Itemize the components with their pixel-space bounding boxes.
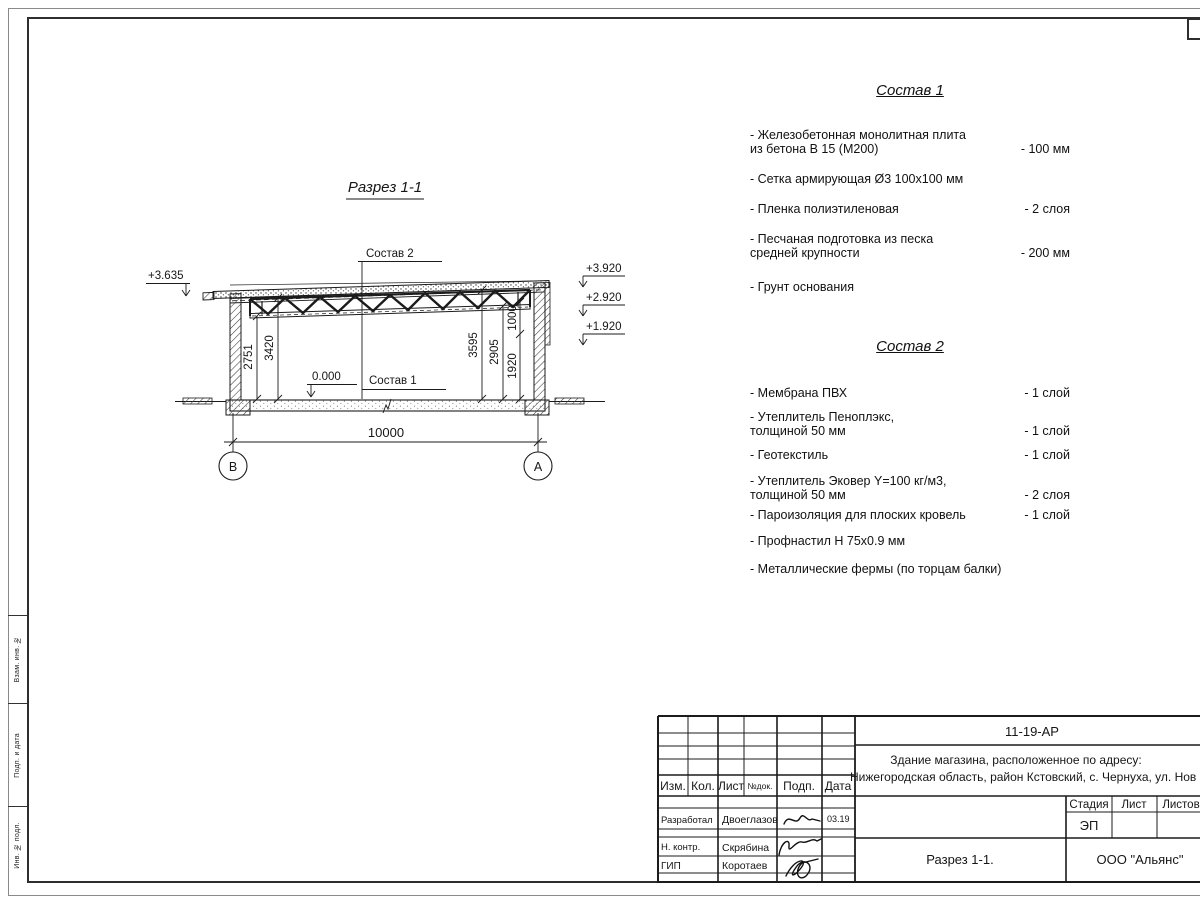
spec-item	[750, 280, 1070, 294]
section-title	[346, 179, 424, 199]
overall-dimension	[219, 413, 552, 480]
tb-name-dvoeglazov: Двоеглазов	[722, 814, 778, 826]
spec-item	[750, 386, 1070, 400]
spec-item	[750, 128, 1070, 156]
dim-3595: 3595	[468, 332, 480, 358]
sostav1-list	[750, 84, 1070, 294]
dim-3420: 3420	[264, 335, 276, 361]
section-drawing	[0, 0, 700, 560]
tb-company: ООО "Альянс"	[1096, 852, 1184, 867]
spec-item-line2: из бетона В 15 (М200)	[750, 142, 879, 156]
sostav2-ref-label: Состав 2	[366, 248, 414, 260]
tb-project-line1: Здание магазина, расположенное по адресу:	[890, 753, 1142, 767]
elevation-2920	[579, 292, 625, 316]
spec-item	[750, 172, 1070, 186]
spec-item-line1: - Пленка полиэтиленовая	[750, 202, 899, 216]
signature-razrabotal	[784, 816, 820, 824]
tb-stage-value: ЭП	[1079, 818, 1099, 833]
spec-item-value: - 1 слой	[1024, 424, 1070, 438]
tb-sheet-title: Разрез 1-1.	[926, 852, 994, 867]
spec-item	[750, 562, 1070, 576]
spec-item-value: - 1 слой	[1024, 448, 1070, 462]
signature-gip	[786, 859, 818, 878]
spec-item	[750, 410, 1070, 438]
tb-col-izm: Изм.	[660, 779, 686, 793]
spec-item-line1: - Песчаная подготовка из песка	[750, 232, 934, 246]
title-block	[656, 714, 1200, 886]
spec-item-line1: - Металлические фермы (по торцам балки)	[750, 562, 1002, 576]
spec-item	[750, 232, 1070, 260]
tb-col-ndok: №док.	[747, 781, 773, 791]
spec-item-line1: - Утеплитель Пеноплэкс,	[750, 410, 895, 424]
dim-1000: 1000	[507, 305, 519, 331]
elev-1920-text: +1.920	[586, 321, 622, 333]
tb-project-line2: Нижегородская область, район Кстовский, с. Чернуха, ул. Нов	[850, 770, 1197, 784]
stamp-cell-podp	[8, 704, 27, 807]
axis-label-A: А	[533, 460, 543, 474]
dim-2751: 2751	[243, 344, 255, 370]
tb-stage-col: Стадия	[1069, 799, 1109, 811]
tb-name-skryabina: Скрябина	[722, 842, 770, 854]
spec-item-line1: - Утеплитель Эковер Y=100 кг/м3,	[750, 474, 947, 488]
left-stamp-strip	[8, 615, 27, 883]
tb-col-kol: Кол.	[691, 779, 715, 793]
tb-date-0319: 03.19	[827, 814, 850, 824]
elev-floor-text: 0.000	[312, 371, 341, 383]
spec-item	[750, 202, 1070, 216]
spec-item	[750, 448, 1070, 462]
spec-item-value: - 1 слой	[1024, 386, 1070, 400]
elevation-3920	[579, 263, 625, 287]
dim-2905: 2905	[489, 339, 501, 365]
tb-doc-number: 11-19-АР	[1005, 724, 1059, 739]
dim-1920: 1920	[507, 353, 519, 379]
spec-item-value: - 2 слоя	[1024, 202, 1070, 216]
spec-item-value: - 100 мм	[1020, 142, 1070, 156]
top-right-stamp-box	[1187, 18, 1200, 40]
stamp-cell-inv	[8, 807, 27, 883]
tb-name-korotaev: Коротаев	[722, 860, 768, 872]
tb-col-list: Лист	[717, 779, 745, 793]
spec-item-line1: - Мембрана ПВХ	[750, 386, 848, 400]
elevation-1920	[579, 321, 625, 345]
spec-item-line1: - Сетка армирующая Ø3 100x100 мм	[750, 172, 964, 186]
floor-slab	[175, 398, 605, 415]
spec-item-line1: - Профнастил Н 75х0.9 мм	[750, 534, 906, 548]
spec-item-line2: средней крупности	[750, 246, 860, 260]
spec-item-value: - 200 мм	[1020, 246, 1070, 260]
stamp-label: Подп. и дата	[14, 732, 21, 778]
spec-item-line1: - Пароизоляция для плоских кровель	[750, 508, 966, 522]
sostav1-title: Состав 1	[876, 82, 944, 99]
stamp-label: Взам. инв. №	[14, 636, 21, 683]
stamp-label: Инв. № подл.	[14, 821, 21, 869]
elev-left-text: +3.635	[148, 270, 184, 282]
elevation-floor	[307, 371, 357, 397]
dim-10000: 10000	[367, 425, 405, 440]
spec-item-line1: - Грунт основания	[750, 280, 855, 294]
tb-col-podp: Подп.	[783, 779, 815, 793]
spec-item-line2: толщиной 50 мм	[750, 424, 846, 438]
elev-2920-text: +2.920	[586, 292, 622, 304]
tb-role-razrabotal: Разработал	[661, 815, 713, 826]
sostav2-title: Состав 2	[876, 338, 944, 355]
spec-item-line1: - Железобетонная монолитная плита	[750, 128, 966, 142]
tb-role-nkontr: Н. контр.	[661, 842, 701, 853]
sostav2-list	[750, 340, 1070, 576]
spec-item	[750, 474, 1070, 502]
sostav1-leader	[362, 375, 446, 390]
signature-nkontr	[779, 839, 821, 855]
elevation-left	[146, 270, 190, 296]
axis-label-B: В	[228, 460, 238, 474]
sostav1-ref-label: Состав 1	[369, 375, 417, 387]
stamp-cell-vzam	[8, 616, 27, 704]
spec-item-value: - 2 слоя	[1024, 488, 1070, 502]
spec-item-line2: толщиной 50 мм	[750, 488, 846, 502]
tb-role-gip: ГИП	[661, 861, 681, 872]
spec-item-line1: - Геотекстиль	[750, 448, 829, 462]
tb-col-data: Дата	[824, 779, 852, 793]
spec-item	[750, 508, 1070, 522]
section-title-text: Разрез 1-1	[347, 179, 423, 196]
tb-sheets-col: Листов	[1162, 799, 1200, 811]
spec-item	[750, 534, 1070, 548]
spec-item-value: - 1 слой	[1024, 508, 1070, 522]
tb-sheet-col: Лист	[1121, 799, 1147, 811]
elev-3920-text: +3.920	[586, 263, 622, 275]
